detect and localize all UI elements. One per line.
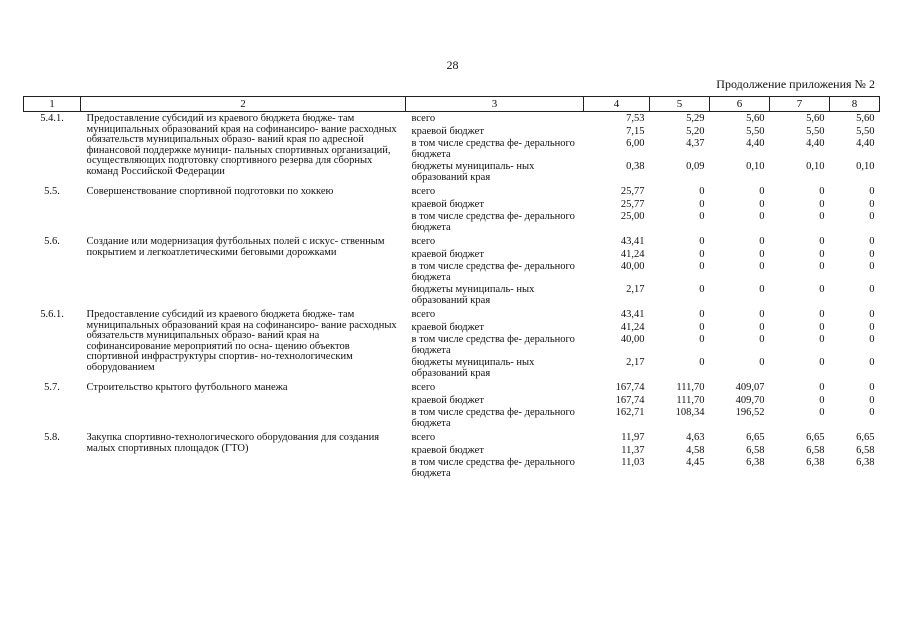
funding-source: краевой бюджет bbox=[411, 125, 484, 137]
value-cell-col-5: 0 bbox=[699, 321, 705, 333]
value-cell-col-5: 4,37 bbox=[686, 138, 705, 149]
value-cell-col-7: 0 bbox=[819, 382, 825, 393]
value-cell-col-4: 41,24 bbox=[620, 248, 645, 260]
value-cell-col-5: 0 bbox=[699, 186, 705, 197]
value-cell-col-5: 0,09 bbox=[686, 161, 705, 172]
item-title: Создание или модернизация футбольных полей с искус- ственным покрытием и легкоатлетическими беговыми дорожками bbox=[86, 236, 385, 258]
item-title: Совершенствование спортивной подготовки по хоккею bbox=[86, 186, 334, 197]
value-cell-col-6: 0 bbox=[759, 321, 765, 333]
value-cell-col-7: 0 bbox=[819, 198, 825, 210]
col-header-1: 1 bbox=[24, 97, 81, 112]
value-cell-col-4: 162,71 bbox=[615, 407, 645, 418]
value-cell-col-4: 25,00 bbox=[620, 211, 645, 222]
col-header-4: 4 bbox=[584, 97, 650, 112]
item-title: Предоставление субсидий из краевого бюджета бюдже- там муниципальных образований края на софинансиро- вание расходных обязательств муниципальных образо- ваний края на софинансирование мероприятий по осна- щению объектов спортивной инфраструктуры спортив- но-технологическим оборудованием bbox=[86, 309, 397, 373]
table-body bbox=[24, 112, 880, 480]
value-cell-col-8: 0 bbox=[869, 407, 875, 418]
col-header-3: 3 bbox=[406, 97, 584, 112]
value-cell-col-6: 0 bbox=[759, 334, 765, 345]
value-cell-col-6: 409,07 bbox=[735, 382, 765, 393]
value-cell-col-8: 5,50 bbox=[856, 125, 875, 137]
value-cell-col-5: 0 bbox=[699, 248, 705, 260]
item-title: Закупка спортивно-технологического оборудования для создания малых спортивных площадок (ГТО) bbox=[86, 432, 380, 454]
funding-source: в том числе средства фе- дерального бюджета bbox=[411, 457, 575, 479]
value-cell-col-6: 0 bbox=[759, 186, 765, 197]
continuation-label: Продолжение приложения № 2 bbox=[716, 77, 875, 91]
value-cell-col-6: 196,52 bbox=[735, 407, 765, 418]
value-cell-col-6: 409,70 bbox=[735, 394, 765, 406]
value-cell-col-7: 0 bbox=[819, 309, 825, 320]
value-cell-col-6: 0 bbox=[759, 198, 765, 210]
funding-source: краевой бюджет bbox=[411, 394, 484, 406]
table-row bbox=[24, 306, 880, 321]
value-cell-col-8: 6,38 bbox=[856, 457, 875, 468]
value-cell-col-5: 0 bbox=[699, 284, 705, 295]
value-cell-col-7: 0 bbox=[819, 284, 825, 295]
item-number: 5.6. bbox=[44, 236, 60, 247]
funding-source: бюджеты муниципаль- ных образований края bbox=[411, 284, 535, 306]
value-cell-col-8: 0 bbox=[869, 284, 875, 295]
value-cell-col-7: 0 bbox=[819, 321, 825, 333]
item-title: Предоставление субсидий из краевого бюджета бюдже- там муниципальных образований края на софинансиро- вание расходных обязательств муниципальных образо- ваний края по адресной финансовой поддержке муници- пальных спортивных организаций, осуществляющих подготовку спортивного резерва для сборных команд Российской Федерации bbox=[86, 113, 397, 177]
item-number: 5.8. bbox=[44, 432, 60, 443]
value-cell-col-8: 5,60 bbox=[856, 113, 875, 124]
value-cell-col-8: 0 bbox=[869, 394, 875, 406]
value-cell-col-4: 2,17 bbox=[626, 357, 645, 368]
value-cell-col-6: 6,58 bbox=[746, 444, 765, 456]
value-cell-col-7: 0 bbox=[819, 334, 825, 345]
table-row bbox=[24, 429, 880, 444]
value-cell-col-8: 0 bbox=[869, 334, 875, 345]
funding-source: всего bbox=[411, 186, 436, 197]
value-cell-col-7: 6,38 bbox=[806, 457, 825, 468]
budget-table bbox=[23, 96, 880, 479]
funding-source: в том числе средства фе- дерального бюджета bbox=[411, 334, 575, 356]
value-cell-col-8: 0,10 bbox=[856, 161, 875, 172]
value-cell-col-5: 111,70 bbox=[676, 394, 705, 406]
funding-source: краевой бюджет bbox=[411, 321, 484, 333]
value-cell-col-7: 0 bbox=[819, 248, 825, 260]
value-cell-col-8: 6,58 bbox=[856, 444, 875, 456]
value-cell-col-6: 0 bbox=[759, 309, 765, 320]
value-cell-col-5: 111,70 bbox=[676, 382, 705, 393]
value-cell-col-6: 0 bbox=[759, 357, 765, 368]
value-cell-col-4: 11,37 bbox=[621, 444, 645, 456]
value-cell-col-6: 4,40 bbox=[746, 138, 765, 149]
value-cell-col-4: 40,00 bbox=[620, 261, 645, 272]
value-cell-col-6: 0 bbox=[759, 211, 765, 222]
value-cell-col-6: 6,38 bbox=[746, 457, 765, 468]
funding-source: бюджеты муниципаль- ных образований края bbox=[411, 161, 535, 183]
funding-source: бюджеты муниципаль- ных образований края bbox=[411, 357, 535, 379]
value-cell-col-4: 2,17 bbox=[626, 284, 645, 295]
value-cell-col-6: 0,10 bbox=[746, 161, 765, 172]
value-cell-col-7: 6,65 bbox=[806, 432, 825, 443]
value-cell-col-6: 6,65 bbox=[746, 432, 765, 443]
col-header-6: 6 bbox=[710, 97, 770, 112]
table-row bbox=[24, 112, 880, 125]
col-header-8: 8 bbox=[830, 97, 880, 112]
funding-source: всего bbox=[411, 432, 436, 443]
value-cell-col-8: 0 bbox=[869, 357, 875, 368]
table-row bbox=[24, 183, 880, 198]
value-cell-col-5: 4,45 bbox=[686, 457, 705, 468]
value-cell-col-7: 0 bbox=[819, 186, 825, 197]
funding-source: краевой бюджет bbox=[411, 198, 484, 210]
value-cell-col-4: 11,03 bbox=[621, 457, 645, 468]
value-cell-col-6: 0 bbox=[759, 248, 765, 260]
value-cell-col-7: 4,40 bbox=[806, 138, 825, 149]
funding-source: всего bbox=[411, 113, 436, 124]
value-cell-col-7: 0,10 bbox=[806, 161, 825, 172]
value-cell-col-5: 4,58 bbox=[686, 444, 705, 456]
value-cell-col-7: 6,58 bbox=[806, 444, 825, 456]
value-cell-col-5: 0 bbox=[699, 261, 705, 272]
item-number: 5.4.1. bbox=[40, 113, 64, 124]
value-cell-col-6: 5,60 bbox=[746, 113, 765, 124]
value-cell-col-4: 167,74 bbox=[615, 382, 645, 393]
value-cell-col-8: 0 bbox=[869, 309, 875, 320]
value-cell-col-6: 0 bbox=[759, 284, 765, 295]
item-number: 5.5. bbox=[44, 186, 60, 197]
funding-source: в том числе средства фе- дерального бюджета bbox=[411, 211, 575, 233]
funding-source: краевой бюджет bbox=[411, 248, 484, 260]
value-cell-col-7: 0 bbox=[819, 236, 825, 247]
value-cell-col-5: 0 bbox=[699, 211, 705, 222]
value-cell-col-8: 0 bbox=[869, 211, 875, 222]
value-cell-col-7: 0 bbox=[819, 211, 825, 222]
value-cell-col-4: 167,74 bbox=[615, 394, 645, 406]
value-cell-col-8: 0 bbox=[869, 382, 875, 393]
table-row bbox=[24, 379, 880, 394]
value-cell-col-4: 11,97 bbox=[621, 432, 645, 443]
value-cell-col-5: 108,34 bbox=[675, 407, 705, 418]
col-header-7: 7 bbox=[770, 97, 830, 112]
funding-source: всего bbox=[411, 382, 436, 393]
value-cell-col-8: 0 bbox=[869, 186, 875, 197]
value-cell-col-4: 7,15 bbox=[626, 125, 645, 137]
value-cell-col-6: 0 bbox=[759, 236, 765, 247]
value-cell-col-4: 0,38 bbox=[626, 161, 645, 172]
value-cell-col-8: 0 bbox=[869, 321, 875, 333]
value-cell-col-7: 0 bbox=[819, 357, 825, 368]
value-cell-col-4: 41,24 bbox=[620, 321, 645, 333]
funding-source: краевой бюджет bbox=[411, 444, 484, 456]
value-cell-col-7: 0 bbox=[819, 394, 825, 406]
value-cell-col-8: 0 bbox=[869, 261, 875, 272]
value-cell-col-5: 0 bbox=[699, 334, 705, 345]
value-cell-col-8: 4,40 bbox=[856, 138, 875, 149]
value-cell-col-5: 0 bbox=[699, 198, 705, 210]
value-cell-col-8: 0 bbox=[869, 198, 875, 210]
value-cell-col-7: 5,60 bbox=[806, 113, 825, 124]
value-cell-col-4: 43,41 bbox=[620, 236, 645, 247]
page-number: 28 bbox=[446, 58, 459, 72]
funding-source: в том числе средства фе- дерального бюджета bbox=[411, 407, 575, 429]
value-cell-col-5: 5,29 bbox=[686, 113, 705, 124]
funding-source: всего bbox=[411, 236, 436, 247]
value-cell-col-8: 6,65 bbox=[856, 432, 875, 443]
value-cell-col-7: 5,50 bbox=[806, 125, 825, 137]
value-cell-col-4: 6,00 bbox=[626, 138, 645, 149]
value-cell-col-7: 0 bbox=[819, 407, 825, 418]
item-number: 5.6.1. bbox=[40, 309, 64, 320]
value-cell-col-4: 7,53 bbox=[626, 113, 645, 124]
value-cell-col-7: 0 bbox=[819, 261, 825, 272]
col-header-2: 2 bbox=[81, 97, 406, 112]
value-cell-col-4: 40,00 bbox=[620, 334, 645, 345]
funding-source: в том числе средства фе- дерального бюджета bbox=[411, 261, 575, 283]
value-cell-col-8: 0 bbox=[869, 236, 875, 247]
table-row bbox=[24, 233, 880, 248]
value-cell-col-6: 0 bbox=[759, 261, 765, 272]
value-cell-col-5: 4,63 bbox=[686, 432, 705, 443]
header-row bbox=[24, 97, 880, 112]
value-cell-col-6: 5,50 bbox=[746, 125, 765, 137]
col-header-5: 5 bbox=[650, 97, 710, 112]
item-number: 5.7. bbox=[44, 382, 60, 393]
value-cell-col-5: 0 bbox=[699, 357, 705, 368]
value-cell-col-5: 5,20 bbox=[686, 125, 705, 137]
value-cell-col-5: 0 bbox=[699, 309, 705, 320]
item-title: Строительство крытого футбольного манежа bbox=[86, 382, 288, 393]
value-cell-col-8: 0 bbox=[869, 248, 875, 260]
value-cell-col-4: 25,77 bbox=[620, 186, 645, 197]
funding-source: всего bbox=[411, 309, 436, 320]
value-cell-col-4: 43,41 bbox=[620, 309, 645, 320]
value-cell-col-5: 0 bbox=[699, 236, 705, 247]
funding-source: в том числе средства фе- дерального бюджета bbox=[411, 138, 575, 160]
value-cell-col-4: 25,77 bbox=[620, 198, 645, 210]
